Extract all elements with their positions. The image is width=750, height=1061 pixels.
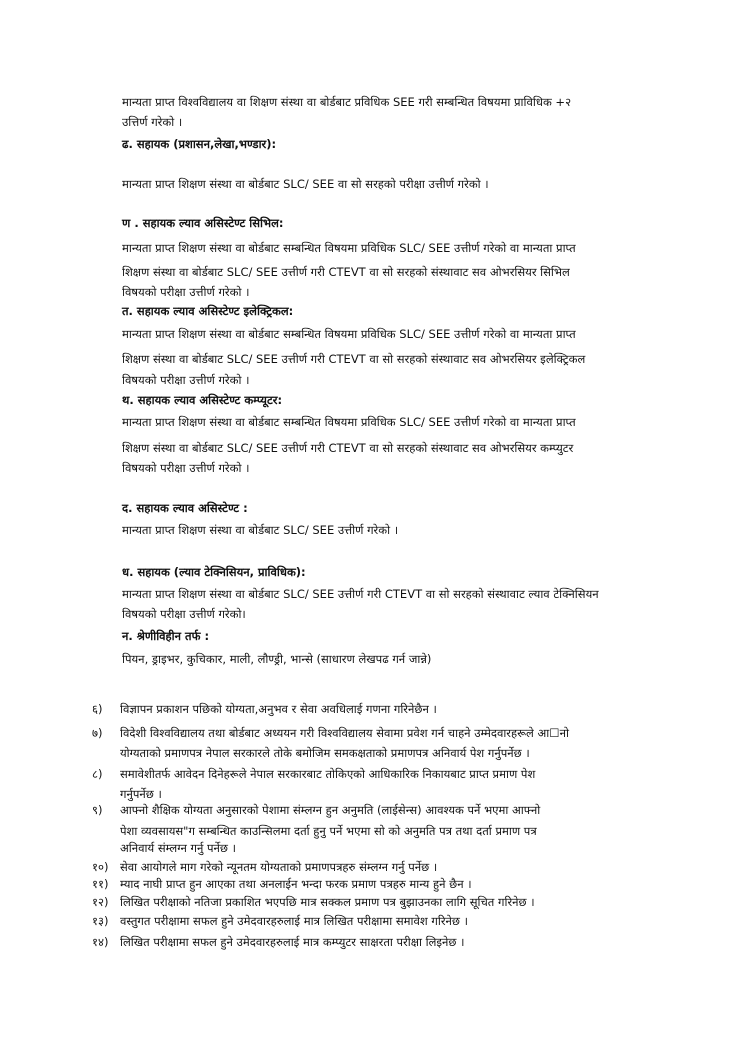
para-line: मान्यता प्राप्त शिक्षण संस्था वा बोर्डबाट सम्बन्धित विषयमा प्रविधिक SLC/ SEE उत्तीर्ण गरेको वा मान्यता प्राप्त (122, 415, 576, 429)
section-heading: ण . सहायक ल्याव असिस्टेण्ट सिभिल: (122, 216, 284, 230)
para-line: मान्यता प्राप्त शिक्षण संस्था वा बोर्डबाट SLC/ SEE उत्तीर्ण गरी CTEVT वा सो सरहको संस्थावाट ल्याव टेक्निसियन (122, 587, 599, 601)
section-heading: थ. सहायक ल्याव असिस्टेण्ट कम्प्यूटर: (122, 393, 283, 407)
para-line: विषयको परीक्षा उत्तीर्ण गरेको। (122, 607, 246, 621)
para-line: मान्यता प्राप्त विश्वविद्यालय वा शिक्षण संस्था वा बोर्डबाट प्रविधिक SEE गरी सम्बन्धित विषयमा प्राविधिक +२ (122, 95, 572, 109)
list-item-line: अनिवार्य संम्लग्न गर्नु पर्नेछ । (120, 841, 236, 855)
list-item-line: लिखित परीक्षामा सफल हुने उमेदवारहरुलाई मात्र कम्प्युटर साक्षरता परीक्षा लिइनेछ । (120, 935, 465, 949)
section-heading: ध. सहायक (ल्याव टेक्निसियन, प्राविधिक): (122, 565, 306, 579)
list-number: १३) (92, 914, 109, 928)
list-item-line: विज्ञापन प्रकाशन पछिको योग्यता,अनुभव र सेवा अवधिलाई गणना गरिनेछैन । (120, 702, 437, 716)
list-item-line: सेवा आयोगले माग गरेको न्यूनतम योग्यताको प्रमाणपत्रहरु संम्लग्न गर्नु पर्नेछ । (120, 860, 438, 874)
para-line: मान्यता प्राप्त शिक्षण संस्था वा बोर्डबाट सम्बन्धित विषयमा प्रविधिक SLC/ SEE उत्तीर्ण गरेको वा मान्यता प्राप्त (122, 327, 576, 341)
list-number: १०) (92, 860, 109, 874)
list-item-line: योग्यताको प्रमाणपत्र नेपाल सरकारले तोके बमोजिम समकक्षताको प्रमाणपत्र अनिवार्य पेश गर्नुपर्नेछ । (120, 746, 530, 760)
para-line: शिक्षण संस्था वा बोर्डबाट SLC/ SEE उत्तीर्ण गरी CTEVT वा सो सरहको संस्थावाट सव ओभरसियर कम्प्युटर (122, 441, 574, 455)
para-line: मान्यता प्राप्त शिक्षण संस्था वा बोर्डबाट सम्बन्धित विषयमा प्रविधिक SLC/ SEE उत्तीर्ण गरेको वा मान्यता प्राप्त (122, 241, 576, 255)
para-line: मान्यता प्राप्त शिक्षण संस्था वा बोर्डबाट SLC/ SEE वा सो सरहको परीक्षा उत्तीर्ण गरेको । (122, 177, 489, 191)
para-line: पियन, ड्राइभर, कुचिकार, माली, लौण्ड्री, भान्से (साधारण लेखपढ गर्न जान्ने) (122, 652, 432, 666)
list-item-line: लिखित परीक्षाको नतिजा प्रकाशित भएपछि मात्र सक्कल प्रमाण पत्र बुझाउनका लागि सूचित गरिनेछ । (120, 895, 535, 909)
list-number: ९) (92, 803, 103, 817)
para-line: विषयको परीक्षा उत्तीर्ण गरेको । (122, 285, 250, 299)
list-number: ८) (92, 767, 103, 781)
para-line: विषयको परीक्षा उत्तीर्ण गरेको । (122, 461, 250, 475)
section-heading: ढ. सहायक (प्रशासन,लेखा,भण्डार): (122, 137, 277, 151)
para-line: उत्तिर्ण गरेको । (122, 115, 183, 129)
list-item-line: विदेशी विश्वविद्यालय तथा बोर्डबाट अध्ययन गरी विश्वविद्यालय सेवामा प्रवेश गर्न चाहने उम्मेदवारहरूले आ☐नो (120, 726, 569, 740)
list-number: ६) (92, 702, 103, 716)
section-heading: न. श्रेणीविहीन तर्फ : (122, 629, 210, 643)
list-item-line: पेशा व्यवसायस"ग सम्बन्धित काउन्सिलमा दर्ता हुनु पर्ने भएमा सो को अनुमति पत्र तथा दर्ता प्रमाण पत्र (120, 824, 537, 838)
list-number: ११) (92, 877, 109, 891)
list-item-line: गर्नुपर्नेछ । (120, 787, 162, 801)
para-line: शिक्षण संस्था वा बोर्डबाट SLC/ SEE उत्तीर्ण गरी CTEVT वा सो सरहको संस्थावाट सव ओभरसियर सिभिल (122, 265, 570, 279)
section-heading: द. सहायक ल्याव असिस्टेण्ट : (122, 501, 248, 515)
para-line: शिक्षण संस्था वा बोर्डबाट SLC/ SEE उत्तीर्ण गरी CTEVT वा सो सरहको संस्थावाट सव ओभरसियर इलेक्ट्रिकल (122, 352, 586, 366)
list-item-line: वस्तुगत परीक्षामा सफल हुने उमेदवारहरुलाई मात्र लिखित परीक्षामा समावेश गरिनेछ । (120, 914, 469, 928)
list-number: १२) (92, 895, 109, 909)
list-item-line: म्याद नाघी प्राप्त हुन आएका तथा अनलाईन भन्दा फरक प्रमाण पत्रहरु मान्य हुने छैन । (120, 877, 472, 891)
section-heading: त. सहायक ल्याव असिस्टेण्ट इलेक्ट्रिकल: (122, 304, 294, 318)
list-item-line: समावेशीतर्फ आवेदन दिनेहरूले नेपाल सरकारबाट तोकिएको आधिकारिक निकायबाट प्राप्त प्रमाण पेश (120, 767, 536, 781)
para-line: विषयको परीक्षा उत्तीर्ण गरेको । (122, 373, 250, 387)
para-line: मान्यता प्राप्त शिक्षण संस्था वा बोर्डबाट SLC/ SEE उत्तीर्ण गरेको । (122, 523, 399, 537)
list-item-line: आफ्नो शैक्षिक योग्यता अनुसारको पेशामा संम्लग्न हुन अनुमति (लाईसेन्स) आवश्यक पर्ने भएमा आफ्नो (120, 803, 541, 817)
list-number: १४) (92, 935, 109, 949)
list-number: ७) (92, 726, 103, 740)
